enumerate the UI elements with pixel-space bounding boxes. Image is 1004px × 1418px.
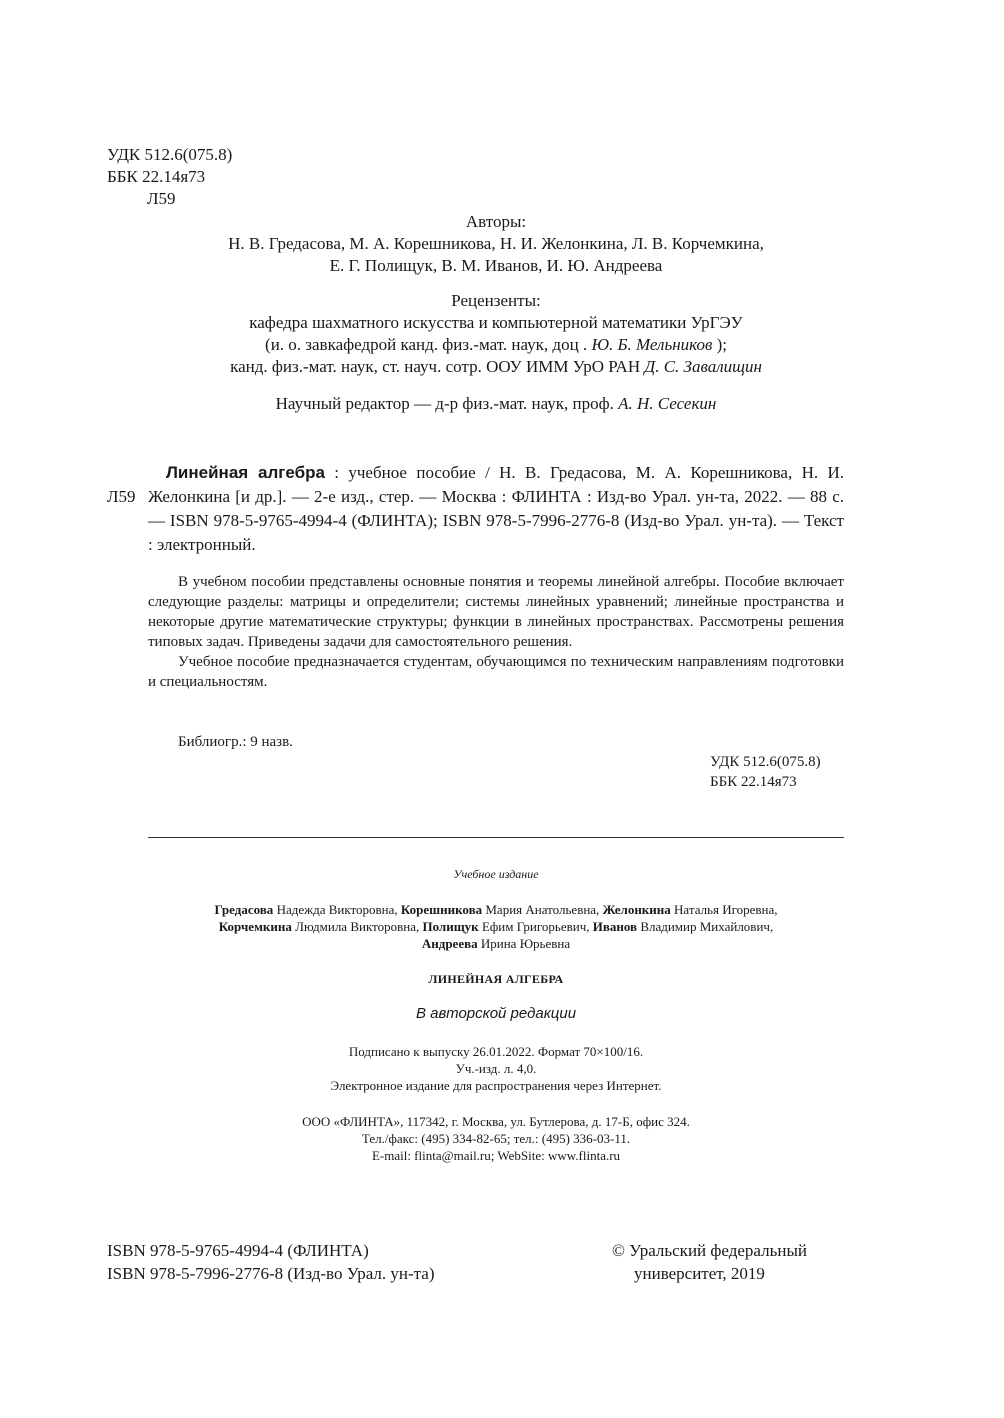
author-given-names: Наталья Игоревна, xyxy=(670,902,778,917)
authors-heading: Авторы: xyxy=(465,212,527,231)
record-indent xyxy=(148,463,166,482)
scientific-editor xyxy=(148,393,844,415)
footer-bbk-code: ББК 22.14я73 xyxy=(710,774,797,790)
editor-name: А. Н. Сесекин xyxy=(618,394,717,413)
authors-block xyxy=(148,211,844,277)
bibliographic-record xyxy=(107,461,844,557)
author-surname: Корчемкина xyxy=(218,919,292,934)
publication-details xyxy=(148,1043,844,1094)
reviewer-1-name: Ю. Б. Мельников xyxy=(591,335,713,354)
author-given-names: Ефим Григорьевич, xyxy=(478,919,593,934)
record-author-mark: Л59 xyxy=(107,487,136,506)
names-line-1 xyxy=(148,901,844,918)
publisher-web: E-mail: flinta@mail.ru; WebSite: www.flinta.ru xyxy=(371,1148,621,1163)
annotation-paragraph-2: Учебное пособие предназначается студентам, обучающимся по техническим направлениям подготовки и специальностям. xyxy=(148,654,844,690)
book-title: ЛИНЕЙНАЯ АЛГЕБРА xyxy=(428,972,564,986)
copyright-block xyxy=(612,1239,807,1285)
author-given-names: Надежда Викторовна, xyxy=(273,902,401,917)
author-surname: Андреева xyxy=(421,936,478,951)
reviewers-heading: Рецензенты: xyxy=(451,291,541,310)
author-surname: Желонкина xyxy=(602,902,671,917)
isbn-line-2: ISBN 978-5-7996-2776-8 (Изд-во Урал. ун-та) xyxy=(107,1264,435,1283)
copyright-line-1: © Уральский федеральный xyxy=(612,1241,807,1260)
isbn-block xyxy=(107,1239,435,1285)
annotation xyxy=(148,572,844,692)
author-surname: Корешникова xyxy=(400,902,483,917)
editor-title: Научный редактор — д-р физ.-мат. наук, проф. xyxy=(275,394,614,413)
footer-udk-code: УДК 512.6(075.8) xyxy=(710,754,821,770)
author-mark: Л59 xyxy=(147,189,176,208)
author-surname: Гредасова xyxy=(214,902,274,917)
reviewer-1-title: (и. о. завкафедрой канд. физ.-мат. наук, доц . xyxy=(265,335,588,354)
reviewers-line-1: кафедра шахматного искусства и компьютерной математики УрГЭУ xyxy=(249,313,743,332)
publishing-sheets: Уч.-изд. л. 4,0. xyxy=(455,1061,537,1076)
udk-code: УДК 512.6(075.8) xyxy=(107,145,233,164)
edition-note: В авторской редакции xyxy=(415,1005,577,1022)
record-text: : учебное пособие / Н. В. Гредасова, М. А. Корешникова, Н. И. Желонкина [и др.]. — 2-е изд., стер. — Москва : ФЛИНТА : Изд-во Урал. ун-та, 2022. — 88 с. — ISBN 978-5-9765-4994-4 (ФЛИНТА); ISBN 978-5-7996-2776-8 (Изд-во Урал. ун-та). — Текст : электронный. xyxy=(148,463,844,554)
author-given-names: Мария Анатольевна, xyxy=(482,902,603,917)
names-line-3 xyxy=(148,935,844,952)
authors-line-2: Е. Г. Полищук, В. М. Иванов, И. Ю. Андреева xyxy=(329,256,663,275)
classification-codes xyxy=(107,144,232,210)
annotation-paragraph-1: В учебном пособии представлены основные понятия и теоремы линейной алгебры. Пособие включает следующие разделы: матрицы и определители; системы линейных уравнений; линейные пространства и некоторые другие математические структуры; функции в линейных пространствах. Рассмотрены решения типовых задач. Приведены задачи для самостоятельного решения. xyxy=(148,574,844,650)
edition-kind: Учебное издание xyxy=(453,867,539,881)
reviewer-2-name: Д. С. Завалищин xyxy=(644,357,762,376)
bibliography-count: Библиогр.: 9 назв. xyxy=(178,734,293,750)
publisher-info xyxy=(148,1113,844,1164)
author-full-names xyxy=(148,901,844,952)
author-surname: Иванов xyxy=(592,919,638,934)
reviewers-block xyxy=(148,290,844,378)
isbn-line-1: ISBN 978-5-9765-4994-4 (ФЛИНТА) xyxy=(107,1241,369,1260)
record-title: Линейная алгебра xyxy=(166,463,325,482)
reviewers-line-3 xyxy=(148,356,844,378)
reviewer-2-title: канд. физ.-мат. наук, ст. науч. сотр. ООУ ИММ УрО РАН xyxy=(230,357,641,376)
reviewers-line-2 xyxy=(148,334,844,356)
authors-line-1: Н. В. Гредасова, М. А. Корешникова, Н. И. Желонкина, Л. В. Корчемкина, xyxy=(228,234,764,253)
reviewer-1-close: ); xyxy=(716,335,727,354)
author-given-names: Людмила Викторовна, xyxy=(291,919,423,934)
publisher-phones: Тел./факс: (495) 334-82-65; тел.: (495) 336-03-11. xyxy=(361,1131,631,1146)
copyright-line-2: университет, 2019 xyxy=(634,1264,765,1283)
publisher-address: ООО «ФЛИНТА», 117342, г. Москва, ул. Бутлерова, д. 17-Б, офис 324. xyxy=(302,1114,690,1129)
names-line-2 xyxy=(148,918,844,935)
bbk-code: ББК 22.14я73 xyxy=(107,167,206,186)
footer-classification-codes xyxy=(710,752,821,792)
author-given-names: Ирина Юрьевна xyxy=(477,936,571,951)
distribution-note: Электронное издание для распространения через Интернет. xyxy=(330,1078,662,1093)
author-surname: Полищук xyxy=(422,919,479,934)
signed-date: Подписано к выпуску 26.01.2022. Формат 70×100/16. xyxy=(348,1044,644,1059)
author-given-names: Владимир Михайлович, xyxy=(637,919,774,934)
divider-line xyxy=(148,837,844,838)
